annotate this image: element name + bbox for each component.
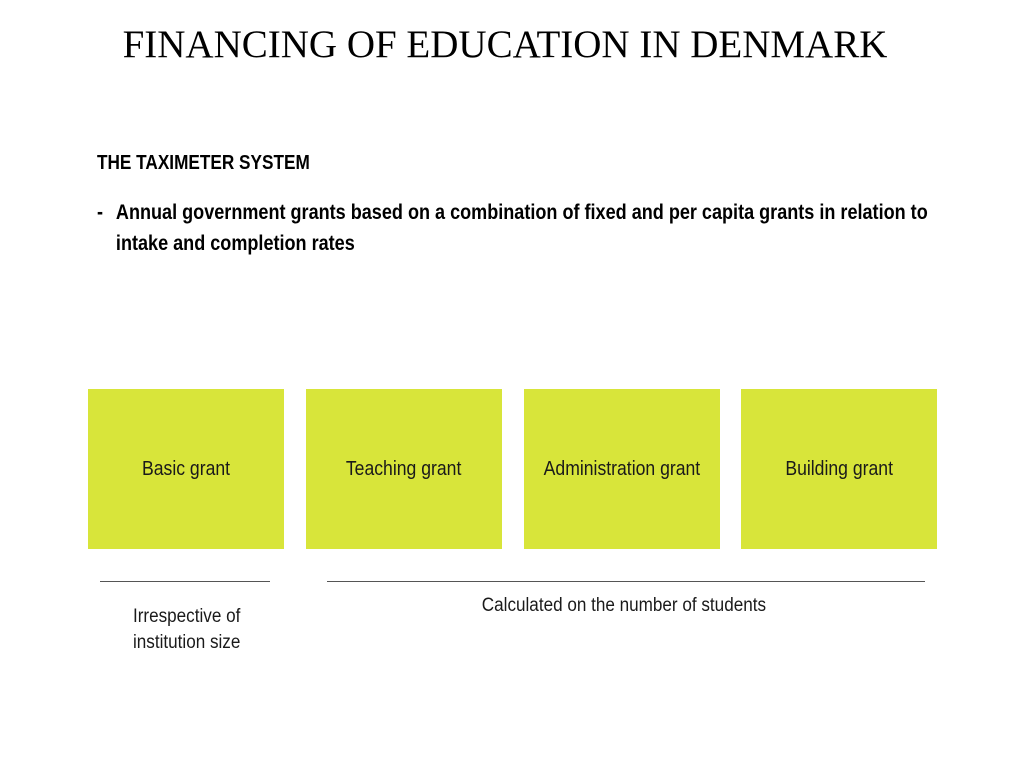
per-capita-caption-text: Calculated on the number of students: [481, 595, 767, 616]
bullet-text: Annual government grants based on a combination of fixed and per capita grants in relation to intake and completion rates: [115, 201, 928, 255]
fixed-grant-caption: [87, 604, 287, 656]
administration-grant-label: Administration grant: [543, 457, 701, 480]
basic-grant-box: [88, 389, 284, 549]
building-grant-label: Building grant: [785, 457, 893, 480]
basic-grant-label: Basic grant: [141, 457, 231, 480]
slide-title: FINANCING OF EDUCATION IN DENMARK: [122, 23, 888, 66]
fixed-caption-line-2: institution size: [133, 632, 241, 653]
section-heading: THE TAXIMETER SYSTEM: [97, 152, 310, 174]
per-capita-divider: [327, 581, 925, 582]
building-grant-box: [741, 389, 937, 549]
administration-grant-box: [524, 389, 720, 549]
fixed-caption-line-1: Irrespective of: [133, 606, 241, 627]
bullet-point: [97, 197, 940, 259]
teaching-grant-box: [306, 389, 502, 549]
per-capita-caption: [374, 593, 874, 619]
teaching-grant-label: Teaching grant: [346, 457, 462, 480]
bullet-marker: -: [97, 201, 104, 224]
fixed-grant-divider: [100, 581, 270, 582]
